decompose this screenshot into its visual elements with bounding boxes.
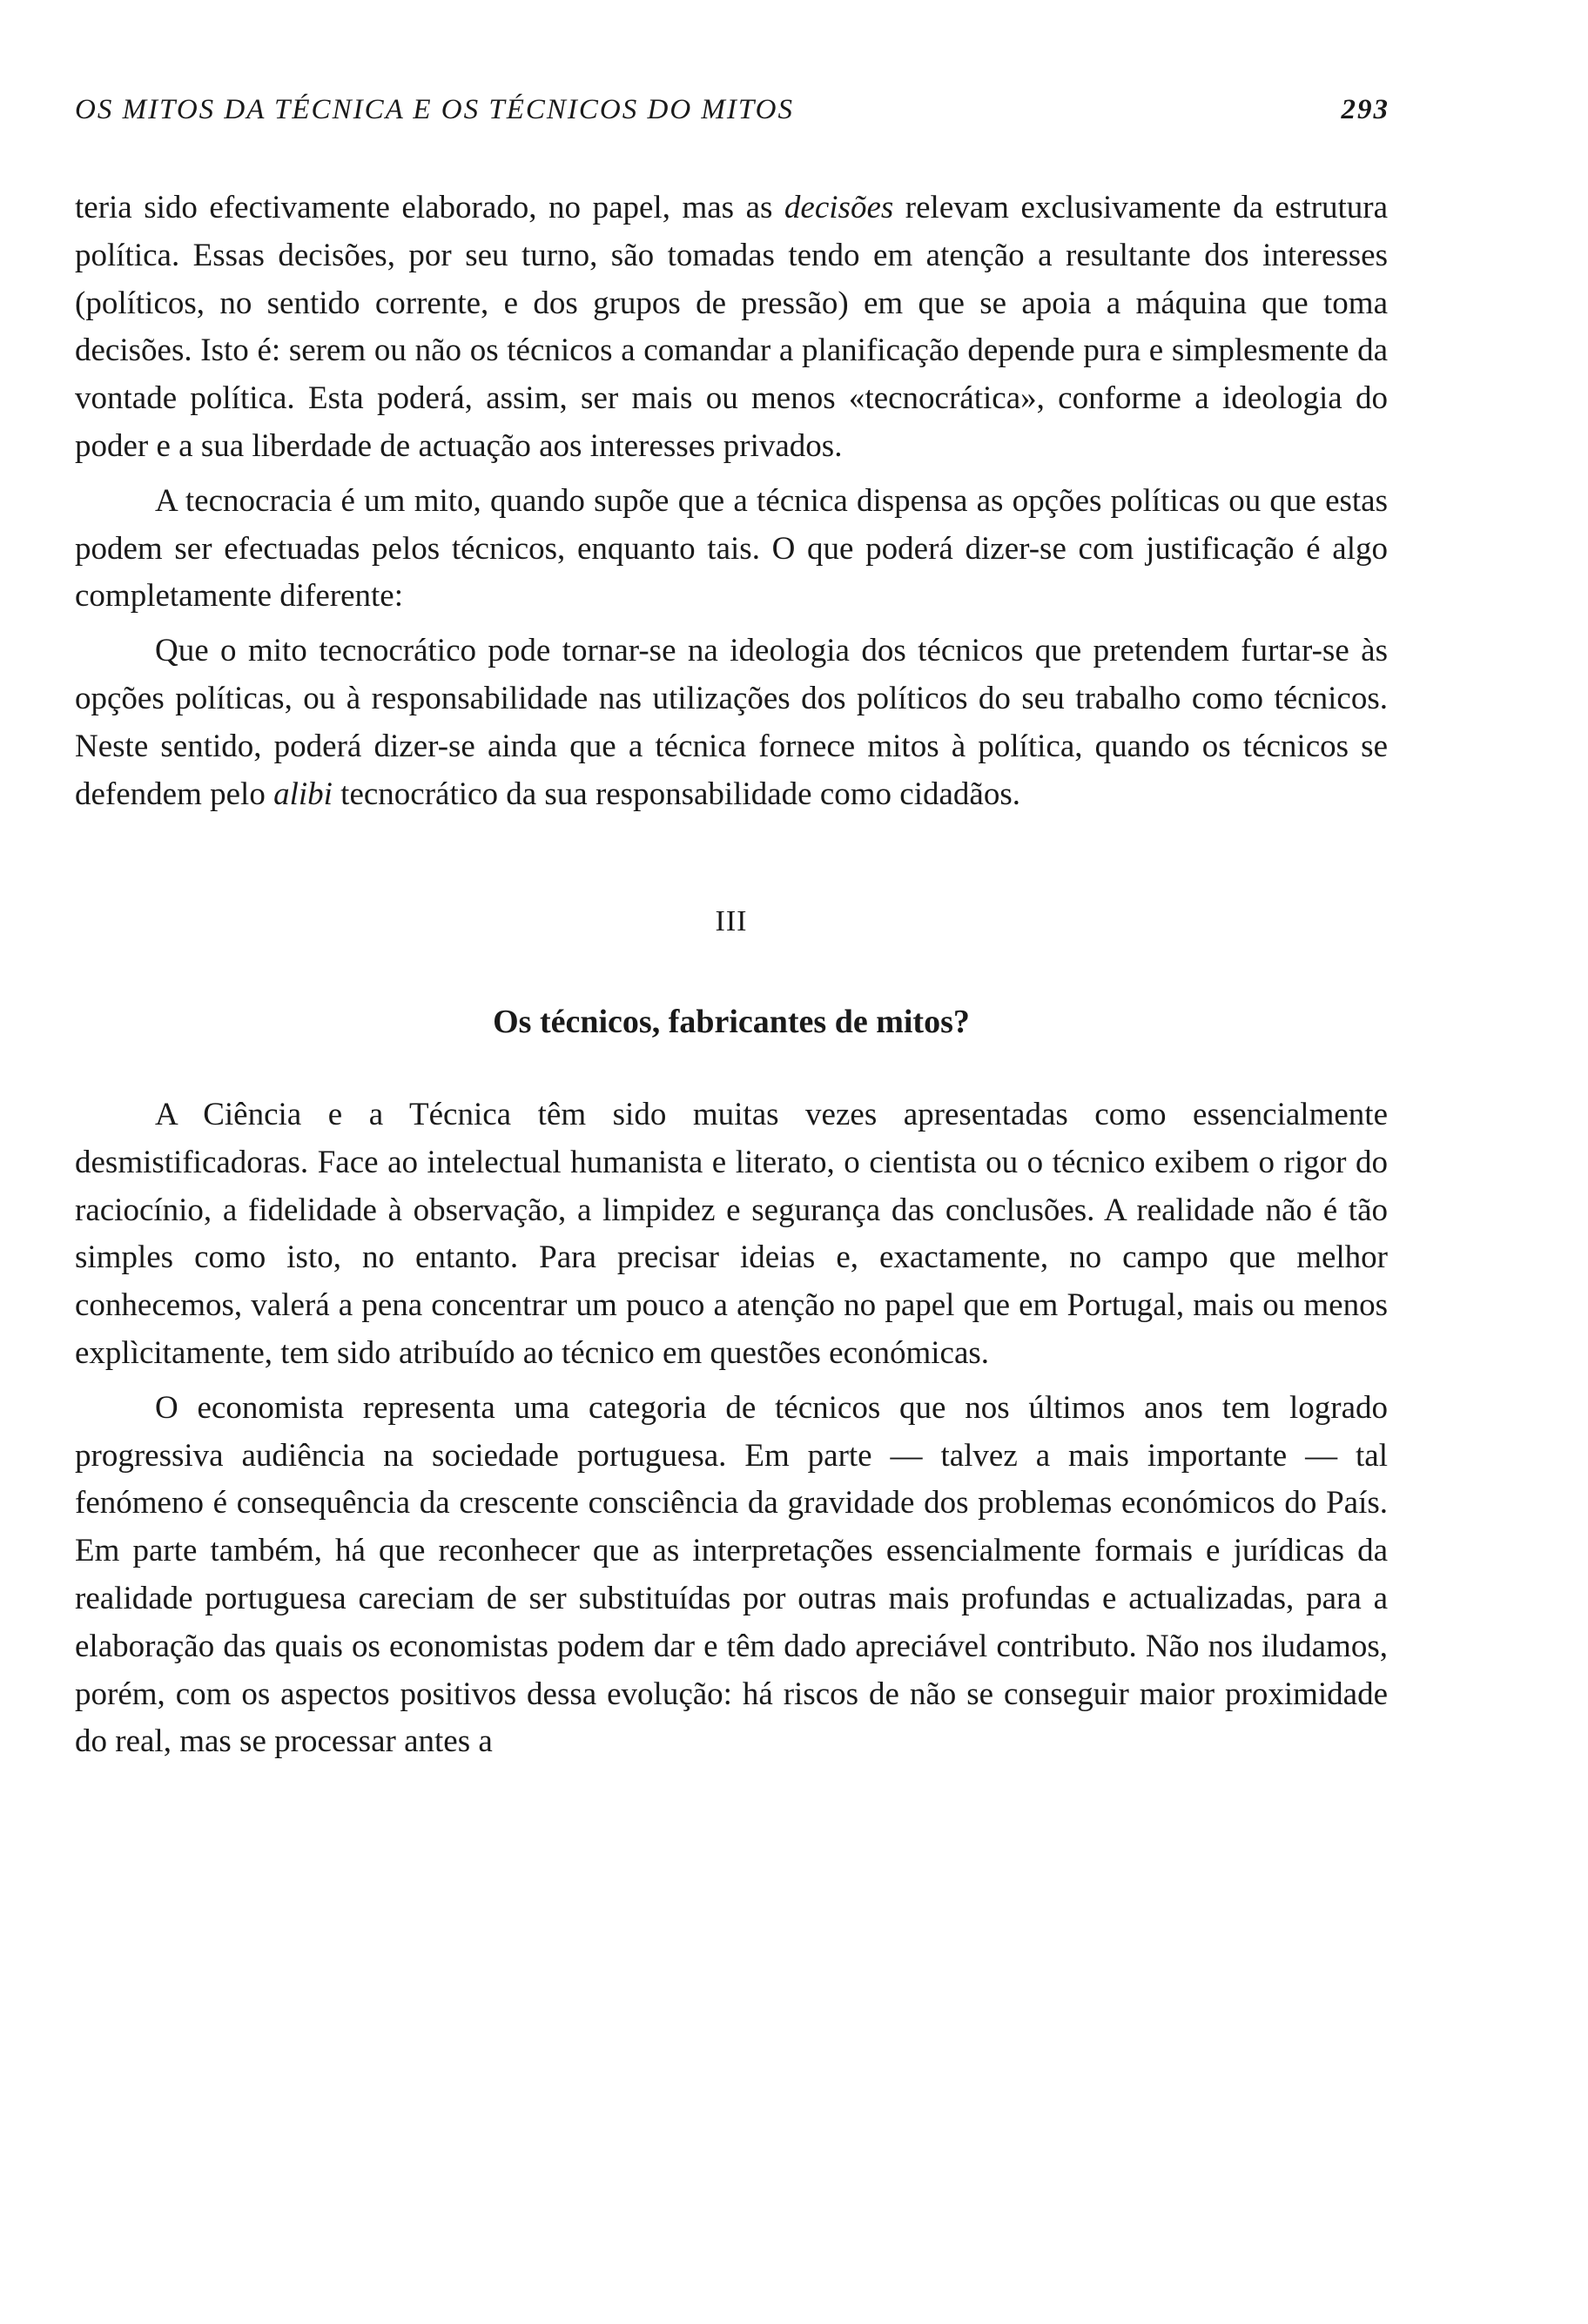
paragraph-1 [75,185,1388,471]
paragraph-gap [75,1378,1388,1385]
paragraph-1-text-b: relevam exclusivamente da estrutura política. Essas decisões, por seu turno, são tomadas tendo em atenção a resultante dos interesses (políticos, no sentido corrente, e dos grupos de pressão) em que se apoia a máquina que toma decisões. Isto é: serem ou não os técnicos a comandar a planificação depende pura e simplesmente da vontade política. Esta poderá, assim, ser mais ou menos «tecnocrática», conforme a ideologia do poder e a sua liberdade de actuação aos interesses privados. [75,190,1388,464]
paragraph-4: A Ciência e a Técnica têm sido muitas vezes apresentadas como essencialmente desmistificadoras. Face ao intelectual humanista e literato, o cientista ou o técnico exibem o rigor do raciocínio, a fidelidade à observação, a limpidez e segurança das conclusões. A realidade não é tão simples como isto, no entanto. Para precisar ideias e, exactamente, no campo que melhor conhecemos, valerá a pena concentrar um pouco a atenção no papel que em Portugal, mais ou menos explìcitamente, tem sido atribuído ao técnico em questões económicas. [75,1096,1388,1371]
running-head [75,94,1390,138]
paragraph-gap [75,471,1388,478]
body-text [75,185,1388,1766]
paragraph-2: A tecnocracia é um mito, quando supõe que a técnica dispensa as opções políticas ou que estas podem ser efectuadas pelos técnicos, enquanto tais. O que poderá dizer-se com justificação é algo completamente diferente: [75,482,1388,615]
paragraph-gap [75,621,1388,628]
paragraph-1-text-a: teria sido efectivamente elaborado, no papel, mas as [75,190,784,225]
paragraph-3-emphasis: alibi [273,776,333,812]
paragraph-3-text-a: Que o mito tecnocrático pode tornar-se na ideologia dos técnicos que pretendem furtar-se às opções políticas, ou à responsabilidade nas utilizações dos políticos do seu trabalho como técnicos. Neste sentido, poderá dizer-se ainda que a técnica fornece mitos à política, quando os técnicos se defendem pelo [75,633,1388,812]
paragraph-5: O economista representa uma categoria de técnicos que nos últimos anos tem logrado progressiva audiência na sociedade portuguesa. Em parte — talvez a mais importante — tal fenómeno é consequência da crescente consciência da gravidade dos problemas económicos do País. Em parte também, há que reconhecer que as interpretações essencialmente formais e jurídicas da realidade portuguesa careciam de ser substituídas por outras mais profundas e actualizadas, para a elaboração das quais os economistas podem dar e têm dado apreciável contributo. Não nos iludamos, porém, com os aspectos positivos dessa evolução: há riscos de não se conseguir maior proximidade do real, mas se processar antes a [75,1389,1388,1760]
running-title: OS MITOS DA TÉCNICA E OS TÉCNICOS DO MITOS [75,94,794,125]
page-number: 293 [1341,94,1390,125]
paragraph-3 [75,628,1388,818]
paragraph-3-text-b: tecnocrático da sua responsabilidade como cidadãos. [332,776,1020,812]
section-number: III [715,905,748,938]
paragraph-1-emphasis: decisões [784,190,894,225]
section-heading: Os técnicos, fabricantes de mitos? [493,1004,970,1041]
